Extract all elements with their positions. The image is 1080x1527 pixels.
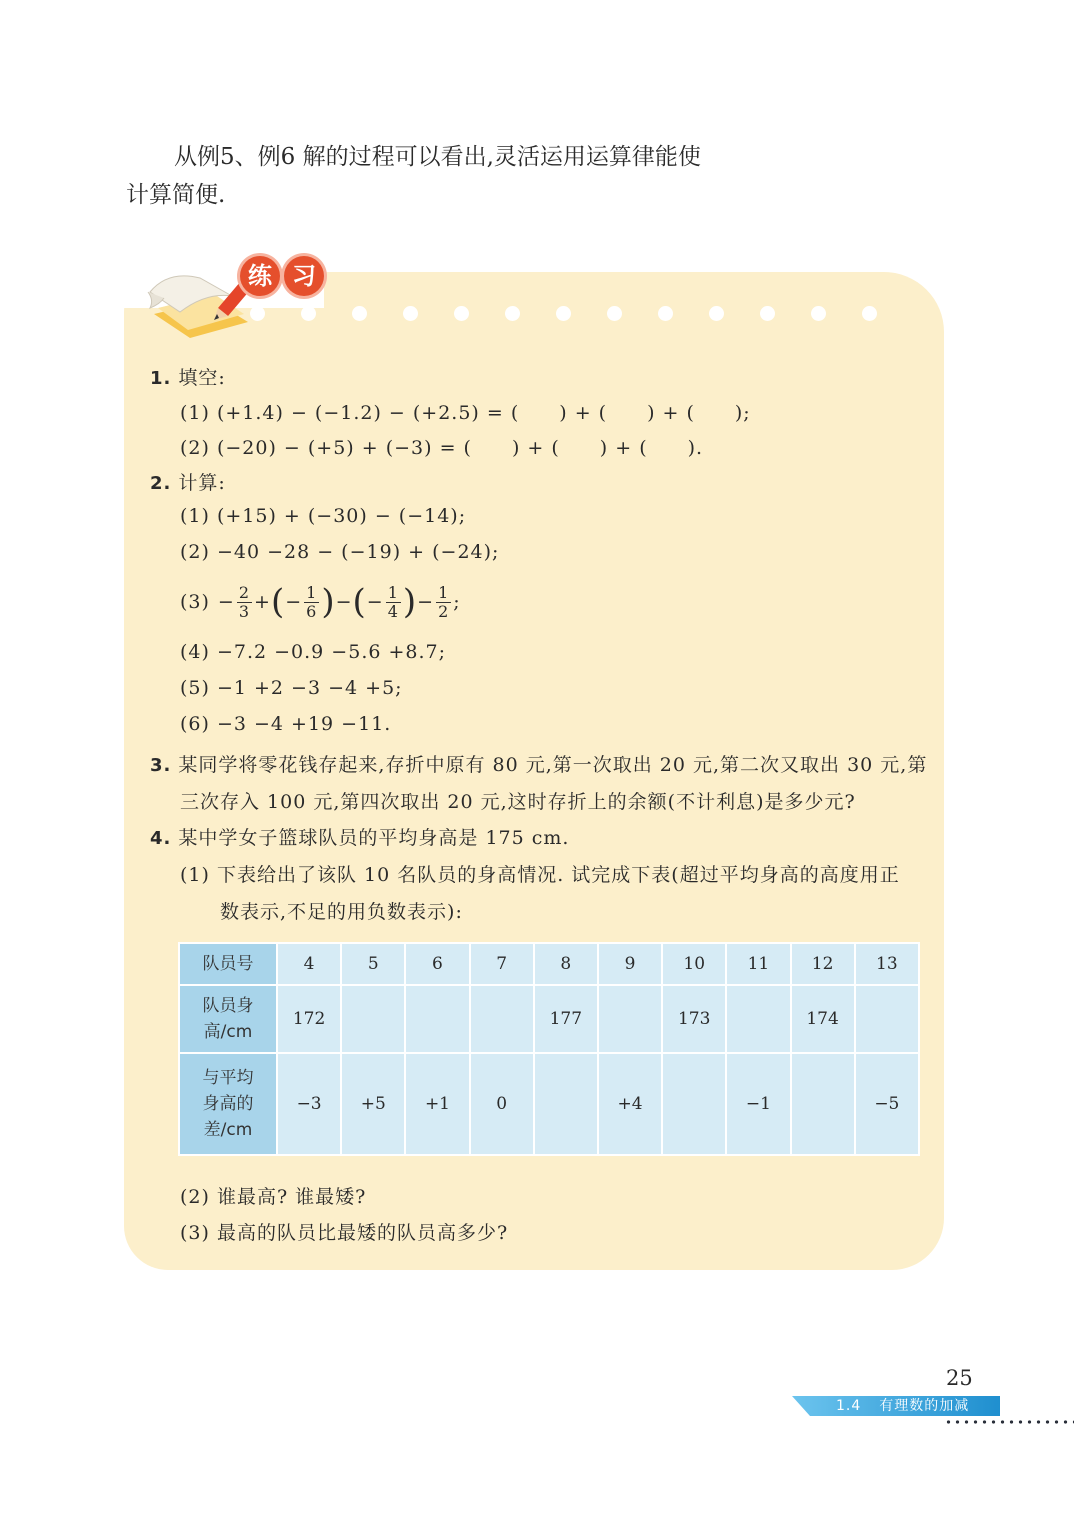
table-row-player-number — [179, 943, 919, 985]
dot — [454, 306, 469, 321]
table-cell: 6 — [405, 943, 469, 985]
table-cell: 9 — [598, 943, 662, 985]
question-title: 某中学女子篮球队员的平均身高是 175 cm. — [178, 827, 570, 849]
intro-line-2: 计算简便. — [126, 182, 226, 208]
page-number: 25 — [946, 1366, 973, 1390]
q1-part-1: (1) (+1.4) − (−1.2) − (+2.5) = ( ) + ( ) + ( ); — [180, 402, 751, 424]
q2-part-4: (4) −7.2 −0.9 −5.6 +8.7; — [180, 641, 447, 663]
table-cell — [791, 1053, 855, 1155]
q4-part-1-line-1: (1) 下表给出了该队 10 名队员的身高情况. 试完成下表(超过平均身高的高度用正 — [180, 864, 900, 886]
badge-xi: 习 — [284, 256, 324, 296]
question-title: 填空: — [178, 367, 226, 389]
table-cell: 174 — [791, 985, 855, 1053]
q2-part-3: (3) − $\frac{2}{3}$ + ( − $\frac{1}{6}$ ) − ( − $\frac{1}{4}$ ) − $\frac{1}{2}$ ; — [180, 582, 461, 622]
intro-paragraph — [126, 138, 766, 214]
q1-part-2: (2) (−20) − (+5) + (−3) = ( ) + ( ) + ( ). — [180, 437, 704, 459]
q4-part-2: (2) 谁最高? 谁最矮? — [180, 1186, 367, 1208]
table-cell — [534, 1053, 598, 1155]
question-number: 2. — [150, 473, 172, 494]
table-cell: 5 — [341, 943, 405, 985]
dot — [607, 306, 622, 321]
fraction: $\frac{1}{2}$ — [438, 582, 450, 621]
dot — [709, 306, 724, 321]
q2-part-6: (6) −3 −4 +19 −11. — [180, 713, 392, 735]
fraction: $\frac{1}{4}$ — [387, 582, 399, 621]
row-header: 与平均 身高的 差/cm — [179, 1053, 277, 1155]
table-cell: 4 — [277, 943, 341, 985]
table-cell: 0 — [470, 1053, 534, 1155]
question-number: 3. — [150, 755, 172, 776]
table-cell: 172 — [277, 985, 341, 1053]
table-cell: +5 — [341, 1053, 405, 1155]
q2-part-5: (5) −1 +2 −3 −4 +5; — [180, 677, 403, 699]
q4-part-3: (3) 最高的队员比最矮的队员高多少? — [180, 1222, 509, 1244]
table-cell: 11 — [726, 943, 790, 985]
table-cell: 10 — [662, 943, 726, 985]
table-cell — [341, 985, 405, 1053]
q2-part-2: (2) −40 −28 − (−19) + (−24); — [180, 541, 500, 563]
dot — [352, 306, 367, 321]
question-number: 1. — [150, 368, 172, 389]
table-cell — [662, 1053, 726, 1155]
table-cell — [726, 985, 790, 1053]
dot — [760, 306, 775, 321]
dot — [505, 306, 520, 321]
row-header: 队员身 高/cm — [179, 985, 277, 1053]
table-cell: 13 — [855, 943, 919, 985]
row-header: 队员号 — [179, 943, 277, 985]
question-1 — [150, 363, 226, 390]
table-cell: 8 — [534, 943, 598, 985]
question-2 — [150, 468, 226, 495]
table-cell: −3 — [277, 1053, 341, 1155]
table-cell: −5 — [855, 1053, 919, 1155]
table-cell — [470, 985, 534, 1053]
question-number: 4. — [150, 828, 172, 849]
table-cell: 7 — [470, 943, 534, 985]
table-cell: 177 — [534, 985, 598, 1053]
dot — [403, 306, 418, 321]
table-row-difference — [179, 1053, 919, 1155]
height-table — [178, 942, 920, 1156]
fraction: $\frac{2}{3}$ — [238, 582, 251, 621]
table-cell: +1 — [405, 1053, 469, 1155]
table-cell — [405, 985, 469, 1053]
section-number: 1.4 — [836, 1398, 862, 1414]
dot — [811, 306, 826, 321]
table-cell: −1 — [726, 1053, 790, 1155]
dot — [862, 306, 877, 321]
badge-lian: 练 — [240, 256, 280, 296]
table-cell: 173 — [662, 985, 726, 1053]
question-title: 计算: — [178, 472, 226, 494]
table-cell — [855, 985, 919, 1053]
dot — [556, 306, 571, 321]
table-cell: +4 — [598, 1053, 662, 1155]
question-3 — [150, 750, 927, 777]
q3-line-1: 某同学将零花钱存起来,存折中原有 80 元,第一次取出 20 元,第二次又取出 30 元,第 — [178, 754, 928, 776]
q3-line-2: 三次存入 100 元,第四次取出 20 元,这时存折上的余额(不计利息)是多少元? — [180, 791, 856, 813]
table-cell: 12 — [791, 943, 855, 985]
table-row-height — [179, 985, 919, 1053]
footer-dotted-line — [944, 1420, 1074, 1424]
dot — [658, 306, 673, 321]
intro-line-1: 从例5、例6 解的过程可以看出,灵活运用运算律能使 — [174, 144, 701, 170]
q2-part-3-label: (3) — [180, 591, 210, 613]
q2-part-1: (1) (+15) + (−30) − (−14); — [180, 505, 467, 527]
section-label — [836, 1395, 969, 1415]
q4-part-1-line-2: 数表示,不足的用负数表示): — [220, 901, 463, 923]
fraction: $\frac{1}{6}$ — [306, 582, 318, 621]
table-cell — [598, 985, 662, 1053]
question-4 — [150, 823, 569, 850]
section-title: 有理数的加减 — [879, 1398, 970, 1414]
